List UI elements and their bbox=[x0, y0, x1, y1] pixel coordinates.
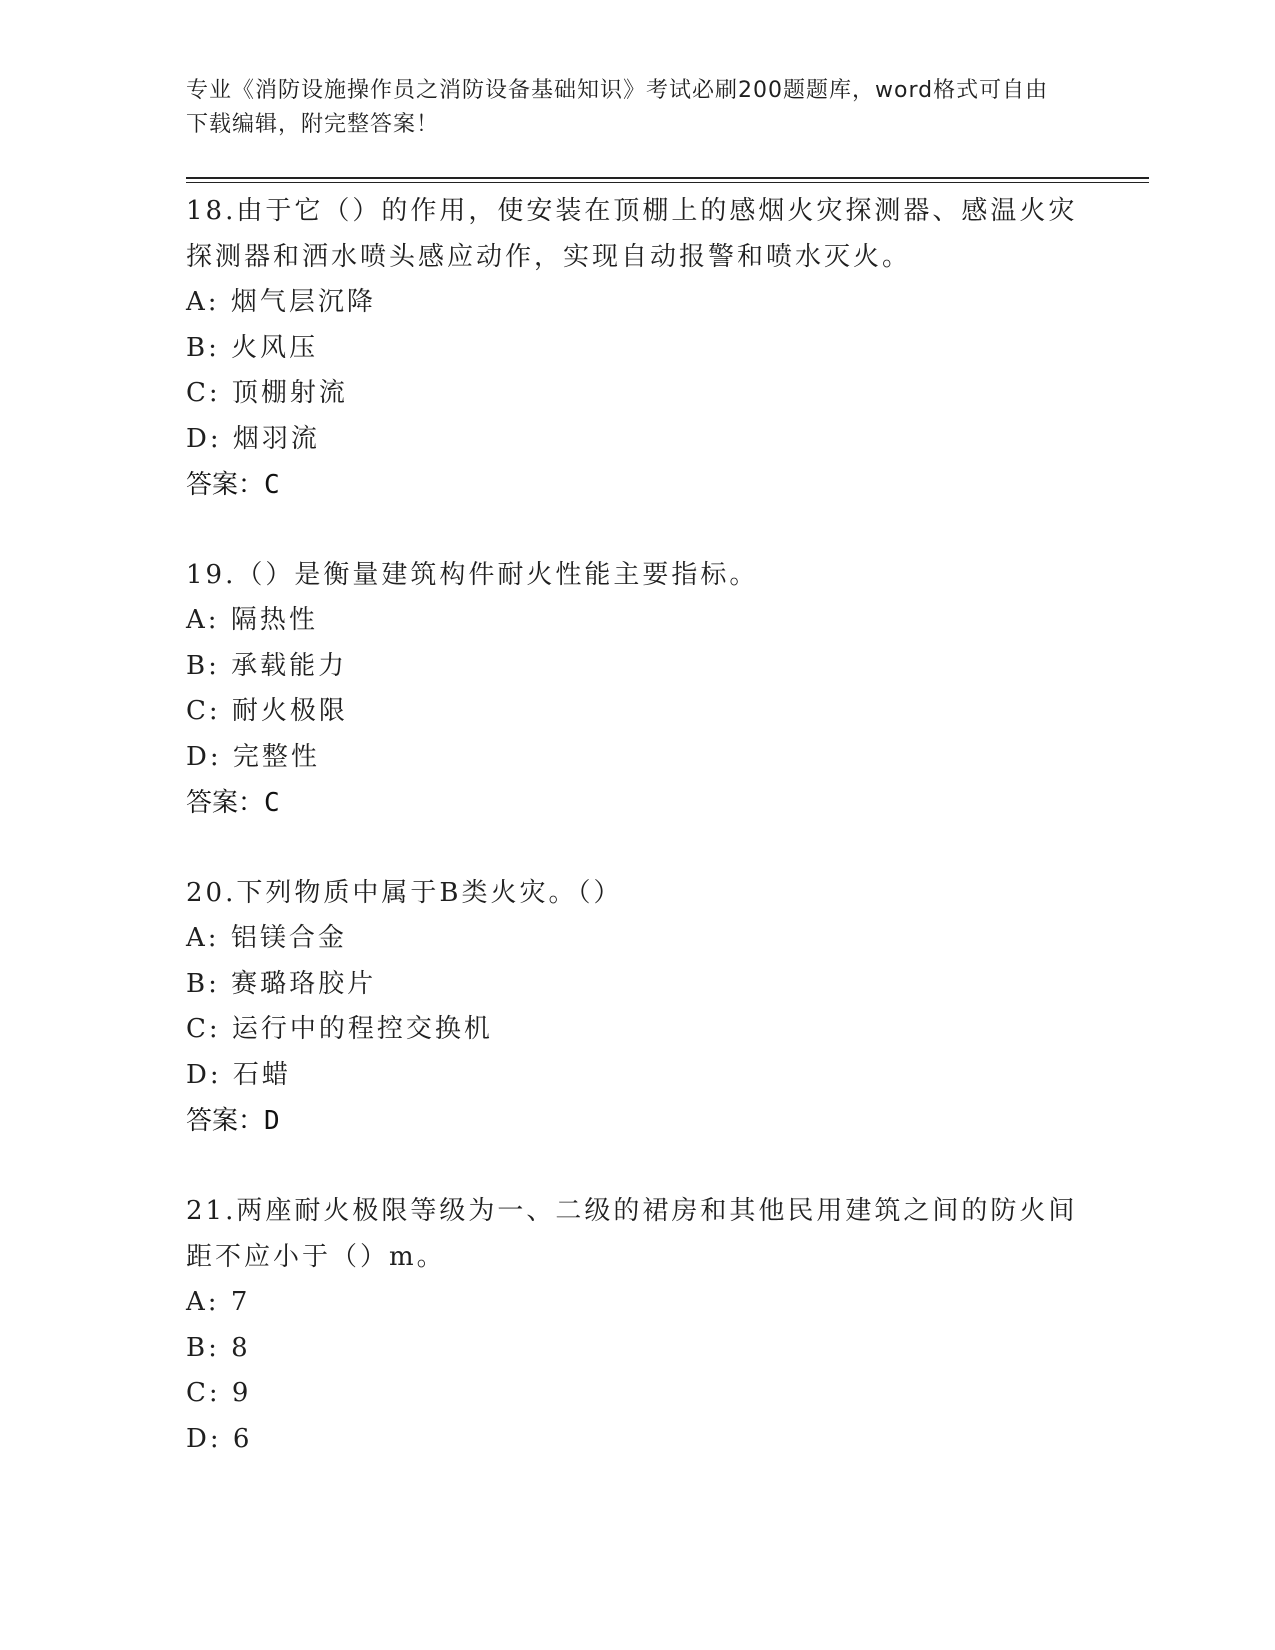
question-stem: 18.由于它（）的作用，使安装在顶棚上的感烟火灾探测器、感温火灾探测器和洒水喷头感应动作，实现自动报警和喷水灭火。 bbox=[186, 196, 1078, 272]
option-label: B: bbox=[186, 332, 232, 363]
answer-value: C bbox=[264, 788, 280, 818]
option-b bbox=[186, 962, 1086, 1008]
option-text: 耐火极限 bbox=[231, 696, 348, 726]
question-20 bbox=[186, 870, 1086, 1144]
header-divider-thin bbox=[186, 182, 1149, 183]
answer-label: 答案： bbox=[186, 1106, 265, 1136]
option-text: 铝镁合金 bbox=[230, 923, 347, 953]
option-b bbox=[186, 1326, 1086, 1372]
question-list bbox=[186, 188, 1086, 1462]
option-b bbox=[186, 326, 1086, 372]
option-a bbox=[186, 1280, 1086, 1326]
option-text: 9 bbox=[231, 1378, 252, 1408]
option-c bbox=[186, 371, 1086, 417]
option-a bbox=[186, 916, 1086, 962]
question-stem: 20.下列物质中属于B类火灾。（） bbox=[186, 878, 623, 908]
option-d bbox=[186, 735, 1086, 781]
answer-label: 答案： bbox=[186, 470, 265, 500]
option-d bbox=[186, 1417, 1086, 1463]
option-label: B: bbox=[186, 968, 232, 999]
option-text: 石蜡 bbox=[232, 1059, 291, 1090]
option-label: A: bbox=[186, 287, 231, 317]
option-text: 火风压 bbox=[231, 332, 319, 363]
option-label: A: bbox=[186, 605, 231, 635]
answer-line bbox=[186, 462, 1086, 508]
option-text: 完整性 bbox=[232, 741, 320, 772]
option-b bbox=[186, 644, 1086, 690]
question-stem: 21.两座耐火极限等级为一、二级的裙房和其他民用建筑之间的防火间距不应小于（）m。 bbox=[186, 1196, 1078, 1272]
option-label: D: bbox=[186, 1423, 233, 1454]
option-text: 烟气层沉降 bbox=[230, 287, 376, 317]
option-text: 8 bbox=[231, 1332, 251, 1363]
option-d bbox=[186, 1053, 1086, 1099]
answer-line bbox=[186, 1098, 1086, 1144]
option-a bbox=[186, 598, 1086, 644]
question-18 bbox=[186, 188, 1086, 508]
option-d bbox=[186, 417, 1086, 463]
option-text: 隔热性 bbox=[230, 605, 318, 635]
option-text: 承载能力 bbox=[231, 650, 348, 681]
question-19 bbox=[186, 552, 1086, 826]
option-label: C: bbox=[186, 1378, 232, 1408]
option-a bbox=[186, 280, 1086, 326]
question-21 bbox=[186, 1188, 1086, 1462]
header-divider-thick bbox=[186, 177, 1149, 179]
document-header: 专业《消防设施操作员之消防设备基础知识》考试必刷200题题库，word格式可自由下载编辑，附完整答案！ bbox=[186, 78, 1049, 137]
answer-value: C bbox=[264, 470, 280, 500]
option-text: 赛璐珞胶片 bbox=[231, 968, 377, 999]
option-label: A: bbox=[186, 923, 231, 953]
option-c bbox=[186, 689, 1086, 735]
option-label: D: bbox=[186, 423, 233, 454]
answer-label: 答案： bbox=[186, 788, 265, 818]
option-label: D: bbox=[186, 741, 233, 772]
option-label: B: bbox=[186, 1332, 232, 1363]
option-label: B: bbox=[186, 650, 232, 681]
option-label: D: bbox=[186, 1059, 233, 1090]
question-stem: 19.（）是衡量建筑构件耐火性能主要指标。 bbox=[186, 560, 759, 590]
option-label: A: bbox=[186, 1287, 231, 1317]
option-c bbox=[186, 1007, 1086, 1053]
answer-value: D bbox=[264, 1106, 280, 1136]
option-text: 烟羽流 bbox=[232, 423, 320, 454]
option-text: 7 bbox=[230, 1287, 251, 1317]
option-c bbox=[186, 1371, 1086, 1417]
answer-line bbox=[186, 780, 1086, 826]
option-label: C: bbox=[186, 378, 232, 408]
option-text: 顶棚射流 bbox=[231, 378, 348, 408]
option-text: 6 bbox=[232, 1423, 253, 1454]
option-label: C: bbox=[186, 1014, 232, 1044]
option-label: C: bbox=[186, 696, 232, 726]
option-text: 运行中的程控交换机 bbox=[231, 1014, 493, 1044]
